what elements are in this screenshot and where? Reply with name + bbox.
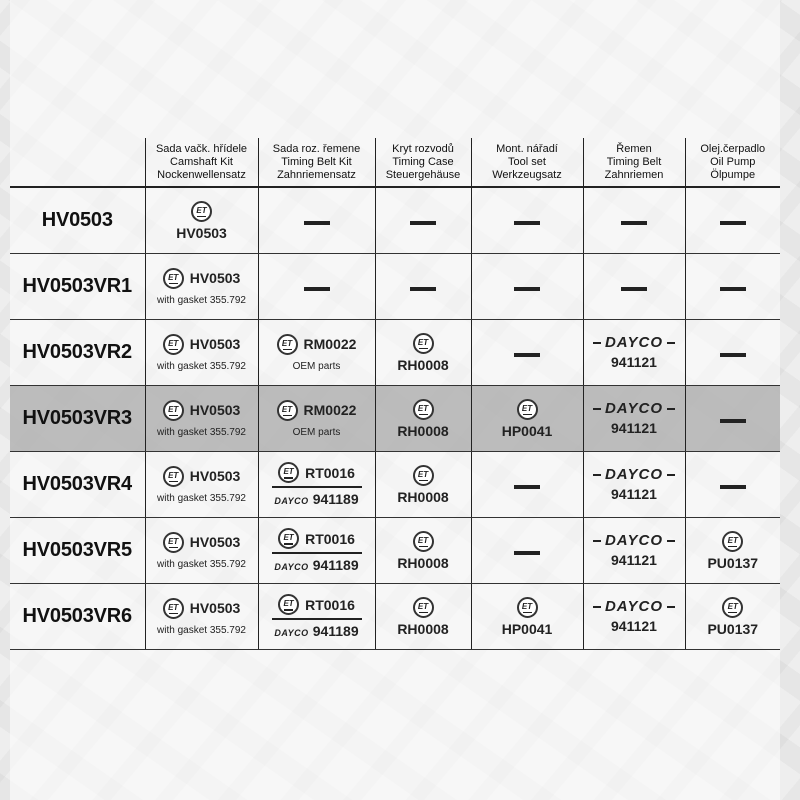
header-corner [10, 138, 145, 187]
not-included-dash-icon [720, 221, 746, 225]
belt-kit-code: RM0022 [303, 402, 357, 418]
et-logo-icon [163, 268, 184, 289]
not-included-dash-icon [514, 485, 540, 489]
et-logo-bar [169, 283, 178, 285]
cell-timing-belt-kit [258, 187, 375, 254]
cell-timing-belt-kit [258, 452, 375, 518]
tool-code: HP0041 [501, 620, 553, 637]
belt-kit-entry [259, 400, 375, 438]
header-camshaft-kit [145, 138, 258, 187]
table-row [10, 518, 780, 584]
dayco-logo: DAYCO [597, 401, 671, 417]
header-line: Timing Case [392, 155, 454, 168]
cell-tool-set [471, 518, 583, 584]
et-logo-icon [413, 531, 434, 552]
et-logo-bar [284, 609, 293, 611]
camshaft-entry [146, 466, 258, 504]
cell-camshaft-kit [145, 320, 258, 386]
et-logo-text: ET [521, 601, 533, 611]
et-logo-icon [278, 594, 299, 615]
et-logo-icon [163, 598, 184, 619]
table-row [10, 187, 780, 254]
et-logo-text: ET [283, 467, 294, 477]
belt-kit-dayco-line [259, 623, 375, 639]
belt-entry [584, 599, 685, 634]
et-logo-bar [728, 546, 737, 548]
cell-oil-pump [685, 584, 780, 650]
cell-camshaft-kit [145, 254, 258, 320]
cell-timing-belt-kit [258, 320, 375, 386]
belt-kit-code-line [259, 462, 375, 483]
belt-code: 941121 [611, 354, 657, 370]
camshaft-code-line [163, 598, 241, 619]
cell-timing-case [375, 386, 471, 452]
dayco-logo-small: DAYCO [274, 495, 309, 506]
not-included-dash-icon [514, 551, 540, 555]
table-row [10, 584, 780, 650]
not-included-dash-icon [720, 353, 746, 357]
kit-name: HV0503VR6 [10, 584, 145, 650]
camshaft-note: with gasket 355.792 [157, 492, 246, 504]
cell-oil-pump [685, 320, 780, 386]
et-logo-text: ET [417, 601, 429, 611]
cell-camshaft-kit [145, 386, 258, 452]
belt-kit-entry [259, 462, 375, 507]
cell-oil-pump [685, 254, 780, 320]
et-logo-bar [419, 480, 428, 482]
camshaft-entry [146, 532, 258, 570]
header-line: Sada roz. řemene [272, 142, 361, 155]
belt-kit-divider [272, 552, 362, 554]
tool-entry [472, 399, 583, 439]
table-row [10, 320, 780, 386]
et-logo-bar [169, 415, 178, 417]
et-logo-text: ET [168, 470, 179, 480]
header-line: Zahnriemen [604, 168, 664, 181]
belt-entry [584, 533, 685, 568]
belt-kit-entry [259, 334, 375, 372]
not-included-dash-icon [720, 287, 746, 291]
not-included-dash-icon [621, 287, 647, 291]
not-included-dash-icon [720, 419, 746, 423]
cell-timing-case [375, 452, 471, 518]
cell-tool-set [471, 386, 583, 452]
camshaft-code-line [163, 334, 241, 355]
camshaft-note: with gasket 355.792 [157, 558, 246, 570]
not-included-dash-icon [514, 353, 540, 357]
pump-code: PU0137 [707, 620, 759, 637]
et-logo-text: ET [283, 599, 294, 609]
cell-timing-case [375, 584, 471, 650]
et-logo-text: ET [168, 404, 179, 414]
et-logo-text: ET [196, 205, 207, 215]
et-logo-icon [277, 334, 298, 355]
belt-kit-entry [259, 594, 375, 639]
cell-timing-case [375, 254, 471, 320]
et-logo-text: ET [417, 403, 429, 413]
belt-kit-note: OEM parts [292, 360, 341, 372]
case-code: RH0008 [397, 554, 449, 571]
header-line: Sada vačk. hřídele [155, 142, 248, 155]
cell-oil-pump [685, 187, 780, 254]
cell-camshaft-kit [145, 452, 258, 518]
header-line: Nockenwellensatz [157, 168, 246, 181]
cell-timing-case [375, 320, 471, 386]
header-row [10, 138, 780, 187]
et-logo-text: ET [727, 535, 738, 545]
camshaft-code-line [163, 400, 241, 421]
case-entry [376, 333, 471, 373]
et-logo-icon [191, 201, 212, 222]
belt-kit-divider [272, 486, 362, 488]
et-logo-bar [283, 349, 292, 351]
belt-code: 941121 [611, 618, 657, 634]
case-code: RH0008 [397, 356, 449, 373]
case-code: RH0008 [397, 422, 449, 439]
dayco-logo-small: DAYCO [274, 627, 309, 638]
cell-timing-belt [583, 452, 685, 518]
et-logo-bar [419, 546, 428, 548]
table-row [10, 386, 780, 452]
header-line: Zahnriemensatz [277, 168, 356, 181]
et-logo-icon [163, 400, 184, 421]
belt-kit-code-line [277, 334, 357, 355]
pump-entry [686, 597, 781, 637]
camshaft-code-line [163, 268, 241, 289]
cell-timing-belt [583, 584, 685, 650]
et-logo-text: ET [281, 338, 293, 348]
belt-kit-code-line [259, 594, 375, 615]
not-included-dash-icon [621, 221, 647, 225]
pump-code: PU0137 [707, 554, 759, 571]
belt-entry [584, 401, 685, 436]
table-row [10, 452, 780, 518]
et-logo-icon [277, 400, 298, 421]
cell-tool-set [471, 452, 583, 518]
dayco-logo-small: DAYCO [274, 561, 309, 572]
cell-tool-set [471, 187, 583, 254]
belt-code: 941121 [611, 420, 657, 436]
et-logo-bar [169, 481, 178, 483]
not-included-dash-icon [514, 287, 540, 291]
not-included-dash-icon [304, 287, 330, 291]
cell-tool-set [471, 254, 583, 320]
et-logo-bar [419, 612, 428, 614]
header-line: Mont. nářadí [496, 142, 558, 155]
not-included-dash-icon [514, 221, 540, 225]
et-logo-bar [169, 613, 178, 615]
camshaft-entry [146, 598, 258, 636]
et-logo-text: ET [283, 533, 294, 543]
belt-entry [584, 467, 685, 502]
cell-timing-belt [583, 320, 685, 386]
et-logo-text: ET [168, 338, 179, 348]
cell-oil-pump [685, 452, 780, 518]
not-included-dash-icon [720, 485, 746, 489]
et-logo-text: ET [168, 536, 179, 546]
tool-code: HP0041 [501, 422, 553, 439]
not-included-dash-icon [410, 287, 436, 291]
et-logo-text: ET [727, 601, 738, 611]
camshaft-code: HV0503 [189, 534, 241, 550]
kit-name: HV0503VR2 [10, 320, 145, 386]
cell-timing-case [375, 187, 471, 254]
header-tool-set [471, 138, 583, 187]
camshaft-code: HV0503 [189, 468, 241, 484]
et-logo-icon [722, 531, 743, 552]
et-logo-bar [283, 415, 292, 417]
case-code: RH0008 [397, 620, 449, 637]
et-logo-icon [163, 334, 184, 355]
belt-code: 941121 [611, 486, 657, 502]
et-logo-icon [163, 466, 184, 487]
et-logo-icon [722, 597, 743, 618]
belt-kit-code-line [259, 528, 375, 549]
et-logo-icon [517, 399, 538, 420]
cell-timing-belt-kit [258, 254, 375, 320]
et-logo-bar [169, 349, 178, 351]
case-entry [376, 531, 471, 571]
belt-kit-entry [259, 528, 375, 573]
header-line: Ölpumpe [710, 168, 756, 181]
et-logo-bar [728, 612, 737, 614]
belt-code: 941121 [611, 552, 657, 568]
et-logo-text: ET [168, 602, 179, 612]
belt-kit-dayco-code: 941189 [312, 490, 359, 507]
case-entry [376, 399, 471, 439]
header-line: Olej.čerpadlo [700, 142, 766, 155]
cell-timing-belt [583, 386, 685, 452]
et-logo-icon [517, 597, 538, 618]
et-logo-bar [197, 216, 206, 218]
header-line: Tool set [508, 155, 546, 168]
camshaft-code: HV0503 [189, 600, 241, 616]
case-code: RH0008 [397, 488, 449, 505]
dayco-logo: DAYCO [597, 467, 671, 483]
camshaft-code-line [163, 466, 241, 487]
et-logo-text: ET [417, 337, 429, 347]
kit-name: HV0503VR3 [10, 386, 145, 452]
cell-tool-set [471, 584, 583, 650]
camshaft-note: with gasket 355.792 [157, 294, 246, 306]
camshaft-code-line [163, 532, 241, 553]
et-logo-icon [413, 333, 434, 354]
header-timing-belt-kit [258, 138, 375, 187]
et-logo-icon [278, 462, 299, 483]
cell-timing-belt-kit [258, 584, 375, 650]
camshaft-code: HV0503 [176, 224, 227, 241]
tool-entry [472, 597, 583, 637]
belt-kit-code: RM0022 [303, 336, 357, 352]
cell-camshaft-kit [145, 584, 258, 650]
camshaft-code: HV0503 [189, 270, 241, 286]
camshaft-note: with gasket 355.792 [157, 360, 246, 372]
et-logo-text: ET [417, 535, 429, 545]
dayco-logo: DAYCO [597, 599, 671, 615]
cell-oil-pump [685, 518, 780, 584]
belt-kit-code-line [277, 400, 357, 421]
header-line: Oil Pump [710, 155, 756, 168]
camshaft-entry [146, 268, 258, 306]
et-logo-icon [413, 465, 434, 486]
camshaft-entry [146, 201, 258, 241]
belt-kit-code: RT0016 [305, 530, 355, 547]
et-logo-icon [163, 532, 184, 553]
kit-name: HV0503VR5 [10, 518, 145, 584]
et-logo-text: ET [417, 469, 429, 479]
et-logo-bar [523, 414, 532, 416]
et-logo-bar [419, 348, 428, 350]
et-logo-bar [169, 547, 178, 549]
header-line: Werkzeugsatz [492, 168, 562, 181]
belt-kit-dayco-code: 941189 [312, 556, 359, 573]
cell-camshaft-kit [145, 518, 258, 584]
cell-timing-belt-kit [258, 386, 375, 452]
et-logo-text: ET [281, 404, 293, 414]
cell-tool-set [471, 320, 583, 386]
belt-kit-code: RT0016 [305, 464, 355, 481]
camshaft-note: with gasket 355.792 [157, 624, 246, 636]
cell-oil-pump [685, 386, 780, 452]
header-line: Řemen [616, 142, 652, 155]
camshaft-note: with gasket 355.792 [157, 426, 246, 438]
case-entry [376, 465, 471, 505]
kit-comparison-table [10, 138, 780, 650]
cell-timing-belt [583, 254, 685, 320]
pump-entry [686, 531, 781, 571]
cell-timing-case [375, 518, 471, 584]
belt-kit-code: RT0016 [305, 596, 355, 613]
case-entry [376, 597, 471, 637]
table-row [10, 254, 780, 320]
cell-timing-belt [583, 518, 685, 584]
belt-kit-note: OEM parts [292, 426, 341, 438]
dayco-logo: DAYCO [597, 335, 671, 351]
header-timing-case [375, 138, 471, 187]
camshaft-code: HV0503 [189, 336, 241, 352]
camshaft-entry [146, 400, 258, 438]
cell-timing-belt-kit [258, 518, 375, 584]
et-logo-bar [284, 477, 293, 479]
dayco-logo: DAYCO [597, 533, 671, 549]
header-line: Camshaft Kit [170, 155, 233, 168]
belt-entry [584, 335, 685, 370]
not-included-dash-icon [410, 221, 436, 225]
camshaft-entry [146, 334, 258, 372]
kit-name: HV0503 [10, 187, 145, 254]
header-line: Kryt rozvodů [392, 142, 454, 155]
belt-kit-dayco-line [259, 491, 375, 507]
belt-kit-dayco-code: 941189 [312, 622, 359, 639]
belt-kit-divider [272, 618, 362, 620]
et-logo-text: ET [521, 403, 533, 413]
cell-timing-belt [583, 187, 685, 254]
header-timing-belt [583, 138, 685, 187]
not-included-dash-icon [304, 221, 330, 225]
et-logo-text: ET [168, 272, 179, 282]
header-line: Timing Belt [606, 155, 662, 168]
et-logo-icon [278, 528, 299, 549]
et-logo-bar [284, 543, 293, 545]
header-oil-pump [685, 138, 780, 187]
et-logo-bar [419, 414, 428, 416]
et-logo-icon [413, 399, 434, 420]
kit-name: HV0503VR4 [10, 452, 145, 518]
header-line: Steuergehäuse [385, 168, 461, 181]
et-logo-bar [523, 612, 532, 614]
belt-kit-dayco-line [259, 557, 375, 573]
kit-name: HV0503VR1 [10, 254, 145, 320]
et-logo-icon [413, 597, 434, 618]
cell-camshaft-kit [145, 187, 258, 254]
camshaft-code: HV0503 [189, 402, 241, 418]
header-line: Timing Belt Kit [281, 155, 352, 168]
